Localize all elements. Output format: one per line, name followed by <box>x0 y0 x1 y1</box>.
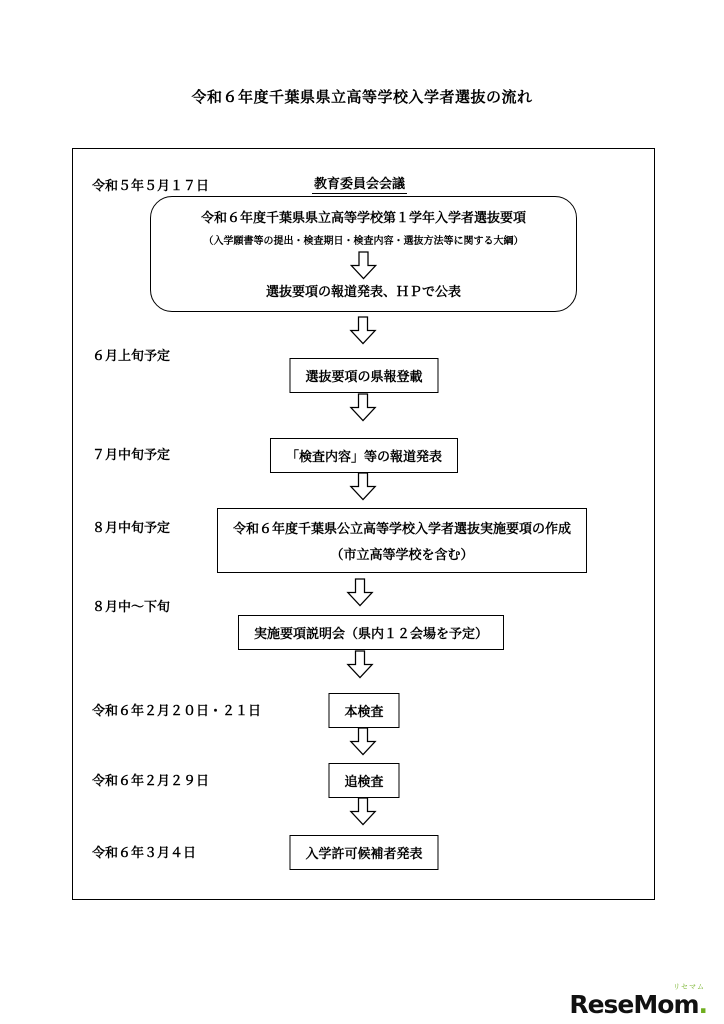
step-box-jisshi-yoko <box>217 508 587 573</box>
meeting-date-label: 令和５年５月１７日 <box>92 179 210 194</box>
down-arrow-icon <box>350 393 377 422</box>
step-box-gokaku-happyo: 入学許可候補者発表 <box>289 835 438 870</box>
down-arrow-icon <box>347 578 374 607</box>
resemom-logo-dot: . <box>698 990 708 1019</box>
step-box-line1: 令和６年度千葉県公立高等学校入学者選抜実施要項の作成 <box>232 522 572 537</box>
step-box-tsuikensa: 追検査 <box>328 763 399 798</box>
meeting-title-label: 教育委員会会議 <box>312 173 407 194</box>
down-arrow-icon <box>350 797 377 826</box>
step-box-line2: （市立高等学校を含む） <box>330 548 474 563</box>
resemom-logo <box>569 984 708 1017</box>
step-date-label: 令和６年２月２９日 <box>92 774 210 789</box>
step-box-honkensa: 本検査 <box>328 693 399 728</box>
step-box-kensanaiyo: 「検査内容」等の報道発表 <box>270 438 458 473</box>
step-date-label: ６月上旬予定 <box>92 349 171 364</box>
down-arrow-icon <box>347 650 374 679</box>
page-title: 令和６年度千葉県県立高等学校入学者選抜の流れ <box>191 88 533 106</box>
guidelines-title: 令和６年度千葉県県立高等学校第１学年入学者選抜要項 <box>200 211 526 226</box>
down-arrow-icon <box>350 727 377 756</box>
step-date-label: ８月中～下旬 <box>92 600 171 615</box>
step-date-label: ８月中旬予定 <box>92 521 171 536</box>
down-arrow-icon <box>350 316 377 345</box>
step-box-setsumeikai: 実施要項説明会（県内１２会場を予定） <box>238 615 504 650</box>
down-arrow-icon <box>350 251 377 280</box>
selection-guidelines-box <box>150 196 577 312</box>
guidelines-announcement: 選抜要項の報道発表、ＨＰで公表 <box>265 285 461 300</box>
down-arrow-icon <box>350 472 377 501</box>
step-date-label: 令和６年３月４日 <box>92 846 197 861</box>
step-box-kenpo: 選抜要項の県報登載 <box>289 358 438 393</box>
resemom-logo-text: ReseMom <box>569 990 699 1019</box>
step-date-label: 令和６年２月２０日・２１日 <box>92 704 262 719</box>
step-date-label: ７月中旬予定 <box>92 448 171 463</box>
resemom-logo-ruby: リセマム <box>673 983 705 991</box>
guidelines-subtitle: （入学願書等の提出・検査期日・検査内容・選抜方法等に関する大綱） <box>203 236 524 247</box>
